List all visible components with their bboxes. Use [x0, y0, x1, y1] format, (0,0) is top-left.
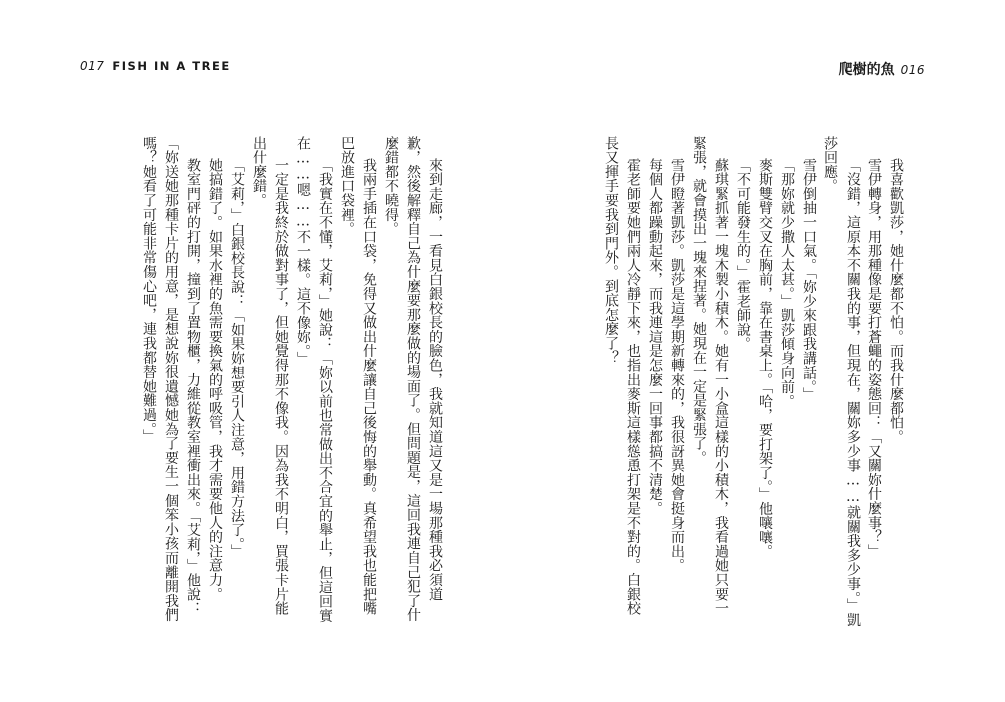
left-page-line: 「我實在不懂，艾莉，」她說：「妳以前也常做出不合宜的舉止，但這回實: [317, 158, 333, 623]
right-page-line: 蘇琪緊抓著一塊木製小積木。她有一小盒這樣的小積木，我看過她只要一: [713, 158, 729, 616]
right-page-line: 雪伊倒抽一口氣。「妳少來跟我講話。」: [801, 158, 817, 402]
right-page-line: 「那妳就少撒人太甚。」凱莎傾身向前。: [779, 158, 795, 409]
right-page-line: 霍老師要她們兩人冷靜下來，也指出麥斯這樣慫恿打架是不對的。白銀校: [625, 158, 641, 616]
left-page-line: 歉，然後解釋自己為什麼要那麼做的場面了。但問題是，這回我連自己犯了什: [405, 136, 421, 623]
right-page-number: 016: [900, 63, 925, 77]
left-page-line: 在……嗯……不一樣。這不像妳。」: [295, 136, 311, 366]
left-page-line: 來到走廊，一看見白銀校長的臉色，我就知道這又是一場那種我必須道: [427, 158, 443, 602]
right-page-line: 麥斯雙臂交叉在胸前，靠在書桌上。「哈，要打架了。」他嚷嚷。: [757, 158, 773, 559]
left-page-line: 一定是我終於做對事了，但她覺得那不像我。因為我不明白，買張卡片能: [273, 158, 289, 616]
right-page-line: 每個人都躁動起來，而我連這是怎麼一回事都搞不清楚。: [647, 158, 663, 516]
right-page-line: 我喜歡凱莎，她什麼都不怕。而我什麼都怕。: [888, 158, 904, 444]
left-page-number: 017: [80, 59, 105, 73]
left-page-line: 麼錯都不曉得。: [383, 136, 399, 237]
right-page-line: 緊張，就會摸出一塊來捏著。她現在一定是緊張了。: [691, 136, 707, 465]
right-page-line: 莎回應。: [822, 136, 838, 194]
right-page-line: 「不可能發生的。」霍老師說。: [735, 158, 751, 352]
left-page-line: 出什麼錯。: [251, 136, 267, 208]
left-book-title: FISH IN A TREE: [112, 59, 231, 73]
right-page-line: 「沒錯，這原本不關我的事，但現在，關妳多少事……就關我多少事。」凱: [845, 158, 861, 627]
right-book-title: 爬樹的魚: [838, 62, 895, 78]
right-page-line: 雪伊瞪著凱莎。凱莎是這學期新轉來的，我很訝異她會挺身而出。: [669, 158, 685, 573]
left-page-line: 嗎？她看了可能非常傷心吧，連我都替她難過。」: [141, 136, 157, 444]
right-page-line: 雪伊轉身，用那種像是要打蒼蠅的姿態回：「又關妳什麼事？」: [866, 158, 882, 559]
left-page-header: [80, 59, 231, 73]
left-page-line: 她搞錯了。如果水裡的魚需要換氣的呼吸管，我才需要他人的注意力。: [207, 158, 223, 602]
right-page-header: [839, 59, 925, 79]
left-page-line: 我兩手插在口袋，免得又做出什麼讓自己後悔的舉動。真希望我也能把嘴: [361, 158, 377, 616]
left-page-line: 「妳送她那種卡片的用意，是想說妳很遺憾她為了要生一個笨小孩而離開我們: [163, 136, 179, 623]
left-page-line: 巴放進口袋裡。: [339, 136, 355, 237]
left-page-line: 教室門砰的打開，撞到了置物櫃，力維從教室裡衝出來。「艾莉，」他說：: [185, 158, 201, 616]
left-page-line: 「艾莉，」白銀校長說：「如果妳想要引人注意，用錯方法了。」: [229, 158, 245, 559]
right-page-line: 長又揮手要我到門外。到底怎麼了？: [603, 136, 619, 365]
